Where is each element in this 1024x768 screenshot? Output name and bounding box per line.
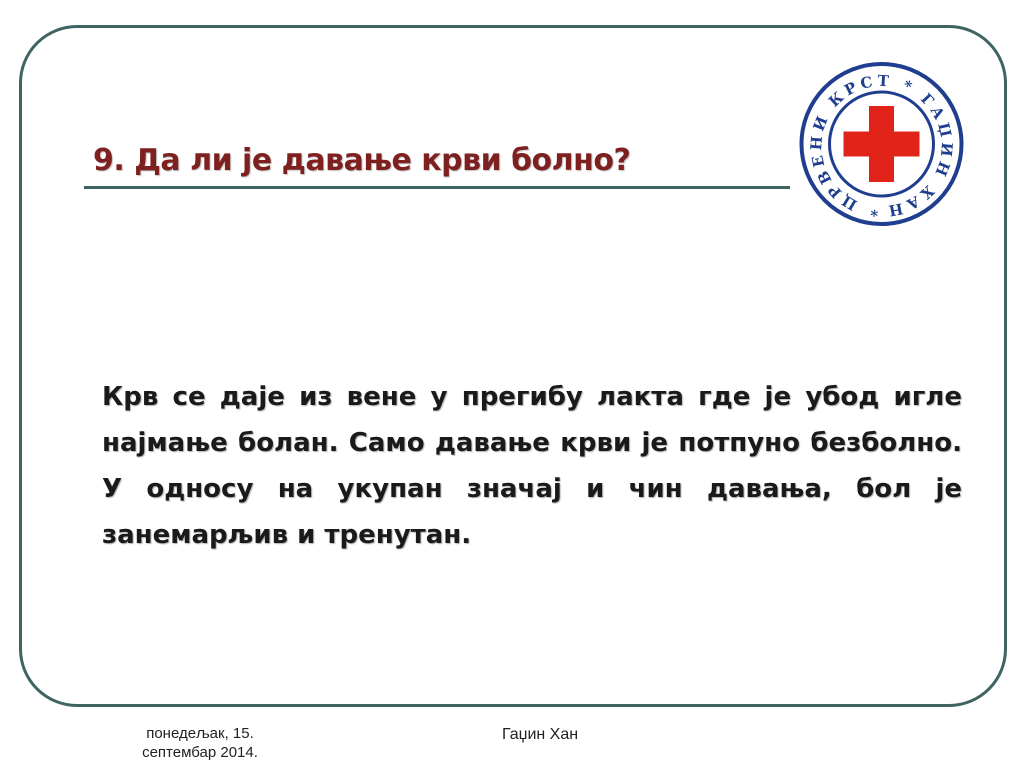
red-cross-logo-graphic <box>790 56 973 232</box>
footer-date: понедељак, 15. септембар 2014. <box>142 725 258 761</box>
slide-body-text: Крв се даје из вене у прегибу лакта где је убод игле најмање болан. Само давање крви је потпуно безболно. У односу на укупан значај и чин давања, бол је занемарљив и тренутан. <box>102 382 962 550</box>
footer-author: Гаџин Хан <box>501 726 579 743</box>
slide-title: 9. Да ли је давање крви болно? <box>93 143 631 178</box>
red-cross-icon <box>844 106 920 182</box>
red-cross-logo <box>790 56 973 232</box>
logo-ring-text: * ЦРВЕНИ КРСТ * ГАЏИН ХАН <box>807 71 957 221</box>
title-underline <box>84 186 796 189</box>
